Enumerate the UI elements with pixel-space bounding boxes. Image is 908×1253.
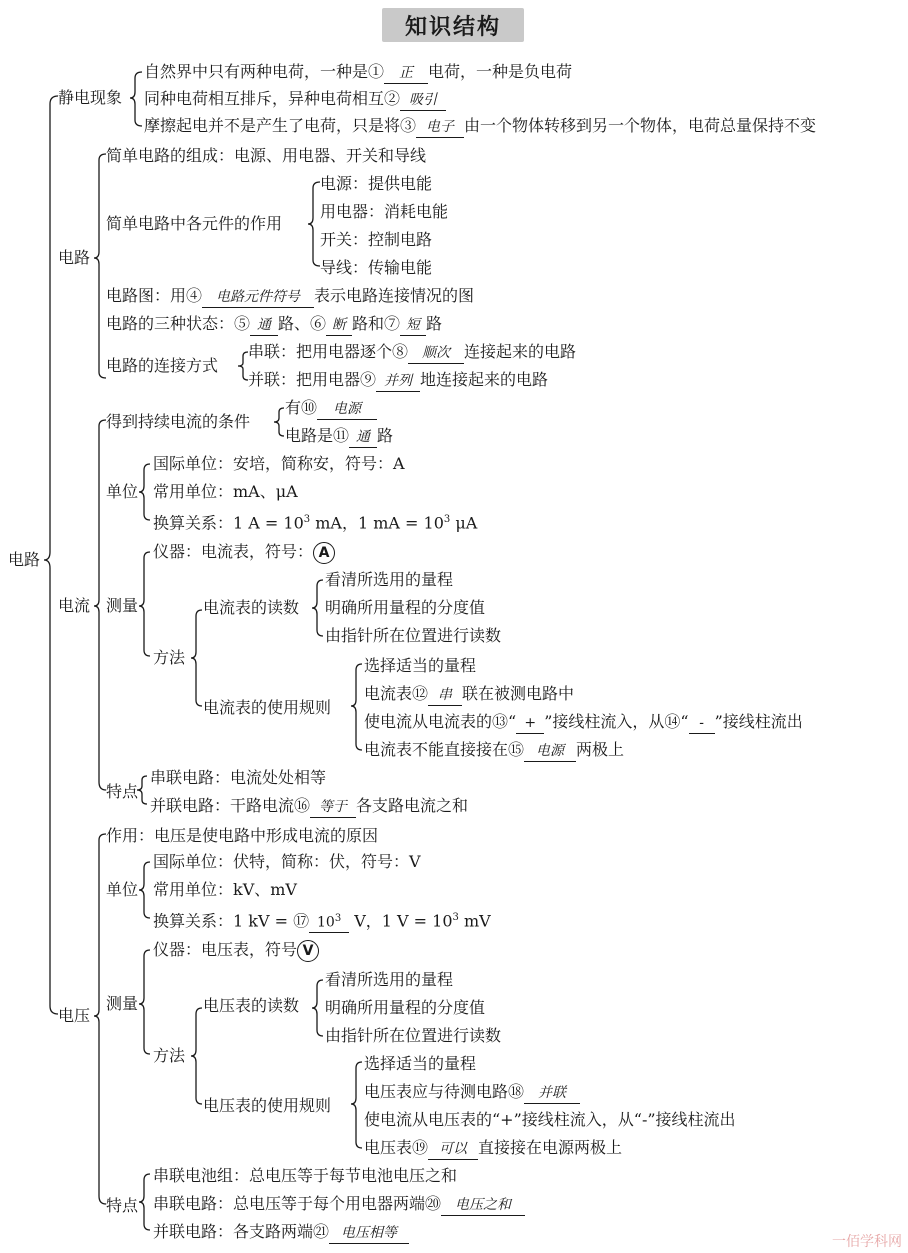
current-features-label: 特点 [106, 782, 139, 801]
ammeter-instrument: 仪器：电流表，符号： A [153, 541, 335, 564]
reading-step: 明确所用量程的分度值 [325, 598, 486, 617]
ammeter-rule-3: 使电流从电流表的⑬“ + ”接线柱流入，从⑭“ - ”接线柱流出 [364, 711, 803, 734]
voltage-label: 电压 [58, 1006, 91, 1025]
blank-2: 吸引 [400, 91, 446, 111]
voltage-feature-parallel: 并联电路：各支路两端㉑ 电压相等 [153, 1221, 409, 1244]
reading-step: 明确所用量程的分度值 [325, 998, 486, 1017]
voltmeter-rule-3: 使电流从电压表的“+”接线柱流入，从“-”接线柱流出 [364, 1110, 736, 1129]
blank-18: 并联 [524, 1084, 580, 1104]
voltmeter-rule-1: 选择适当的量程 [364, 1054, 477, 1073]
ammeter-rule-1: 选择适当的量程 [364, 656, 477, 675]
role-item: 用电器：消耗电能 [320, 202, 449, 221]
electrostatics-line-3: 摩擦起电并不是产生了电荷，只是将③ 电子 由一个物体转移到另一个物体，电荷总量保持不变 [144, 115, 816, 138]
reading-step: 由指针所在位置进行读数 [325, 1026, 502, 1045]
reading-step: 看清所选用的量程 [325, 570, 454, 589]
condition-2: 电路是⑪ 通 路 [285, 425, 393, 448]
blank-5: 通 [250, 316, 278, 336]
component-roles-label: 简单电路中各元件的作用 [106, 214, 283, 233]
blank-21: 电压相等 [329, 1224, 409, 1244]
blank-15: 电源 [524, 742, 576, 762]
voltmeter-rules-label: 电压表的使用规则 [203, 1096, 332, 1115]
blank-7: 短 [400, 316, 426, 336]
circuit-composition: 简单电路的组成：电源、用电器、开关和导线 [106, 146, 427, 165]
page-title: 知识结构 [382, 8, 524, 42]
voltmeter-symbol-icon: V [297, 940, 319, 962]
blank-12: 串 [428, 686, 462, 706]
blank-16: 等于 [310, 798, 356, 818]
electrostatics-label: 静电现象 [58, 88, 123, 107]
voltage-measure-label: 测量 [106, 994, 139, 1013]
voltage-unit-label: 单位 [106, 880, 139, 899]
current-method-label: 方法 [153, 648, 186, 667]
current-unit-label: 单位 [106, 482, 139, 501]
blank-3: 电子 [416, 118, 464, 138]
voltage-method-label: 方法 [153, 1046, 186, 1065]
blank-11: 通 [349, 428, 377, 448]
voltmeter-rule-4: 电压表⑲ 可以 直接接在电源两极上 [364, 1137, 622, 1160]
blank-4: 电路元件符号 [202, 288, 314, 308]
voltage-unit-conversion: 换算关系：1 kV = ⑰ $10^3$ V，1 $V = 10^3$ mV [153, 907, 491, 933]
voltage-features-label: 特点 [106, 1196, 139, 1215]
blank-17: $10^3$ [309, 909, 349, 934]
role-item: 导线：传输电能 [320, 258, 433, 277]
voltage-unit-common: 常用单位：kV、mV [153, 880, 297, 899]
current-unit-conversion: 换算关系：1 $A = 10^3$ mA，1 mA = $10^3$ μA [153, 513, 478, 533]
ammeter-symbol-icon: A [313, 542, 335, 564]
voltage-feature-battery: 串联电池组：总电压等于每节电池电压之和 [153, 1166, 458, 1185]
voltage-unit-si: 国际单位：伏特，简称：伏，符号：V [153, 852, 421, 871]
role-item: 电源：提供电能 [320, 174, 433, 193]
electrostatics-line-1: 自然界中只有两种电荷，一种是① 正 电荷，一种是负电荷 [144, 61, 572, 84]
root-label: 电路 [8, 550, 41, 569]
blank-10: 电源 [317, 400, 377, 420]
electrostatics-line-2: 同种电荷相互排斥，异种电荷相互② 吸引 [144, 88, 446, 111]
circuit-label: 电路 [58, 248, 91, 267]
blank-19: 可以 [428, 1140, 478, 1160]
ammeter-reading-label: 电流表的读数 [203, 598, 300, 617]
voltage-feature-series: 串联电路：总电压等于每个用电器两端⑳ 电压之和 [153, 1193, 525, 1216]
parallel-line: 并联：把用电器⑨ 并列 地连接起来的电路 [248, 369, 548, 392]
blank-20: 电压之和 [441, 1196, 525, 1216]
blank-6: 断 [326, 316, 352, 336]
current-unit-common: 常用单位：mA、μA [153, 482, 298, 501]
current-label: 电流 [58, 596, 91, 615]
reading-step: 由指针所在位置进行读数 [325, 626, 502, 645]
series-line: 串联：把用电器逐个⑧ 顺次 连接起来的电路 [248, 341, 576, 364]
role-item: 开关：控制电路 [320, 230, 433, 249]
voltmeter-reading-label: 电压表的读数 [203, 996, 300, 1015]
watermark-text: 一佰学科网 [832, 1234, 902, 1250]
ammeter-rules-label: 电流表的使用规则 [203, 698, 332, 717]
current-measure-label: 测量 [106, 596, 139, 615]
current-feature-parallel: 并联电路：干路电流⑯ 等于 各支路电流之和 [150, 795, 468, 818]
connection-methods-label: 电路的连接方式 [106, 356, 219, 375]
blank-1: 正 [384, 64, 428, 84]
circuit-diagram-line: 电路图：用④ 电路元件符号 表示电路连接情况的图 [106, 285, 474, 308]
voltmeter-rule-2: 电压表应与待测电路⑱ 并联 [364, 1081, 580, 1104]
blank-8: 顺次 [408, 344, 464, 364]
blank-13: + [516, 714, 544, 734]
current-feature-series: 串联电路：电流处处相等 [150, 768, 327, 787]
current-unit-si: 国际单位：安培，简称安，符号：A [153, 454, 405, 473]
voltmeter-instrument: 仪器：电压表，符号 V [153, 939, 319, 962]
blank-9: 并列 [376, 372, 420, 392]
blank-14: - [689, 714, 715, 734]
reading-step: 看清所选用的量程 [325, 970, 454, 989]
condition-1: 有⑩ 电源 [285, 397, 377, 420]
circuit-states-line: 电路的三种状态：⑤ 通 路、⑥ 断 路和⑦ 短 路 [106, 313, 442, 336]
voltage-role: 作用：电压是使电路中形成电流的原因 [106, 826, 379, 845]
ammeter-rule-2: 电流表⑫ 串 联在被测电路中 [364, 683, 574, 706]
current-condition-label: 得到持续电流的条件 [106, 412, 251, 431]
ammeter-rule-4: 电流表不能直接接在⑮ 电源 两极上 [364, 739, 624, 762]
